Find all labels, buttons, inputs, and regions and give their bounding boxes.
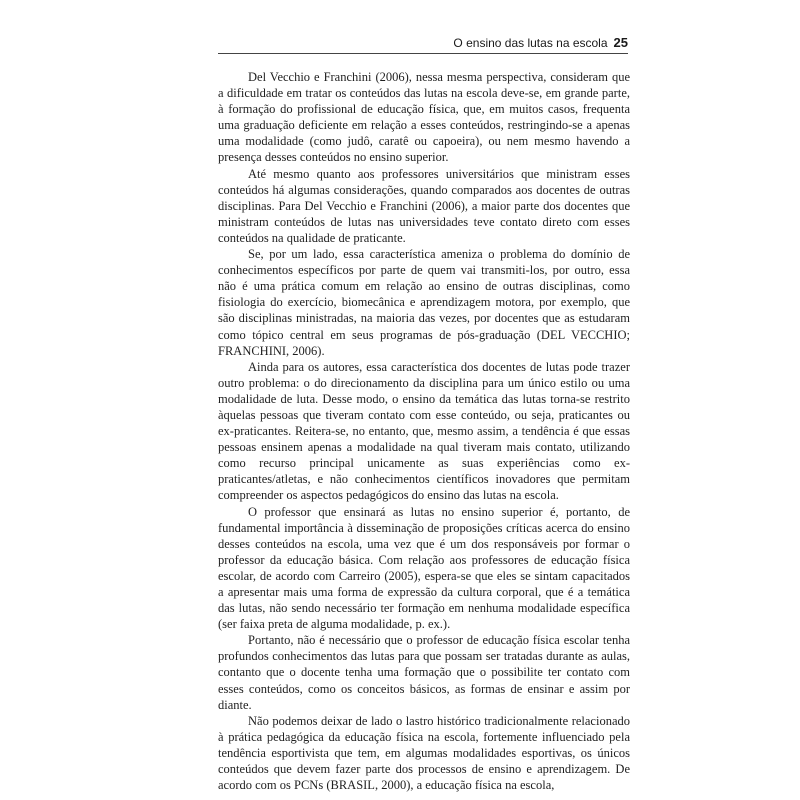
- paragraph-5: O professor que ensinará as lutas no ensino superior é, portanto, de fundamental importância à disseminação de proposições críticas acerca do ensino desses conteúdos na escola, uma vez que é um dos responsáveis por formar o professor da educação básica. Com relação aos professores de educação física escolar, de acordo com Carreiro (2005), espera-se que eles se sintam capacitados a apresentar mais uma forma de expressão da cultura corporal, que é a temática das lutas, não sendo necessário ter formação em nenhuma modalidade específica (ser faixa preta de alguma modalidade, p. ex.).: [218, 504, 630, 632]
- paragraph-6: Portanto, não é necessário que o professor de educação física escolar tenha profundos conhecimentos das lutas para que possam ser tratadas durante as aulas, contanto que o docente tenha uma formação que o possibilite ter contato com esses conteúdos, como os conceitos básicos, as formas de ensinar e assim por diante.: [218, 633, 630, 712]
- page-number: 25: [613, 35, 628, 50]
- body-text: [218, 69, 630, 793]
- running-header: [218, 34, 628, 54]
- paragraph-1: Del Vecchio e Franchini (2006), nessa mesma perspectiva, consideram que a dificuldade em tratar os conteúdos das lutas na escola deve-se, em grande parte, à formação do profissional de educação física, que, em muitos casos, frequenta uma graduação deficiente em relação a esses conteúdos, restringindo-se a apenas uma modalidade (como judô, caratê ou capoeira), ou nem mesmo havendo a presença desses conteúdos no ensino superior.: [218, 70, 630, 165]
- running-title: O ensino das lutas na escola: [453, 36, 608, 50]
- paragraph-2: Até mesmo quanto aos professores universitários que ministram esses conteúdos há algumas considerações, quando comparados aos docentes de outras disciplinas. Para Del Vecchio e Franchini (2006), a maior parte dos docentes que ministram conteúdos de lutas nas universidades teve contato direto com esses conteúdos na qualidade de praticante.: [218, 166, 630, 245]
- header-rule: [218, 53, 628, 54]
- paragraph-3: Se, por um lado, essa característica ameniza o problema do domínio de conhecimentos específicos por parte de quem vai transmiti-los, por outro, essa não é uma prática comum em relação ao ensino de outras disciplinas, como fisiologia do exercício, biomecânica e aprendizagem motora, por exemplo, que são disciplinas ministradas, na maioria das vezes, por docentes que as estudaram como tópico central em seus programas de pós-graduação (DEL VECCHIO; FRANCHINI, 2006).: [218, 247, 630, 358]
- paragraph-4: Ainda para os autores, essa característica dos docentes de lutas pode trazer outro problema: o do direcionamento da disciplina para um único estilo ou uma modalidade de luta. Desse modo, o ensino da temática das lutas torna-se restrito àquelas pessoas que tiveram contato com esse conteúdo, ou seja, praticantes ou ex-praticantes. Reitera-se, no entanto, que, mesmo assim, a tendência é que essas pessoas ensinem apenas a modalidade na qual tiveram mais contato, utilizando como recurso principal unicamente as suas experiências como ex-praticantes/atletas, e não conhecimentos científicos inovadores que permitam compreender os aspectos pedagógicos do ensino das lutas na escola.: [218, 359, 630, 503]
- paragraph-7: Não podemos deixar de lado o lastro histórico tradicionalmente relacionado à prática pedagógica da educação física na escola, fortemente influenciado pela tendência esportivista que tem, em algumas modalidades esportivas, os únicos conteúdos que devem fazer parte dos processos de ensino e aprendizagem. De acordo com os PCNs (BRASIL, 2000), a educação física na escola,: [218, 713, 630, 793]
